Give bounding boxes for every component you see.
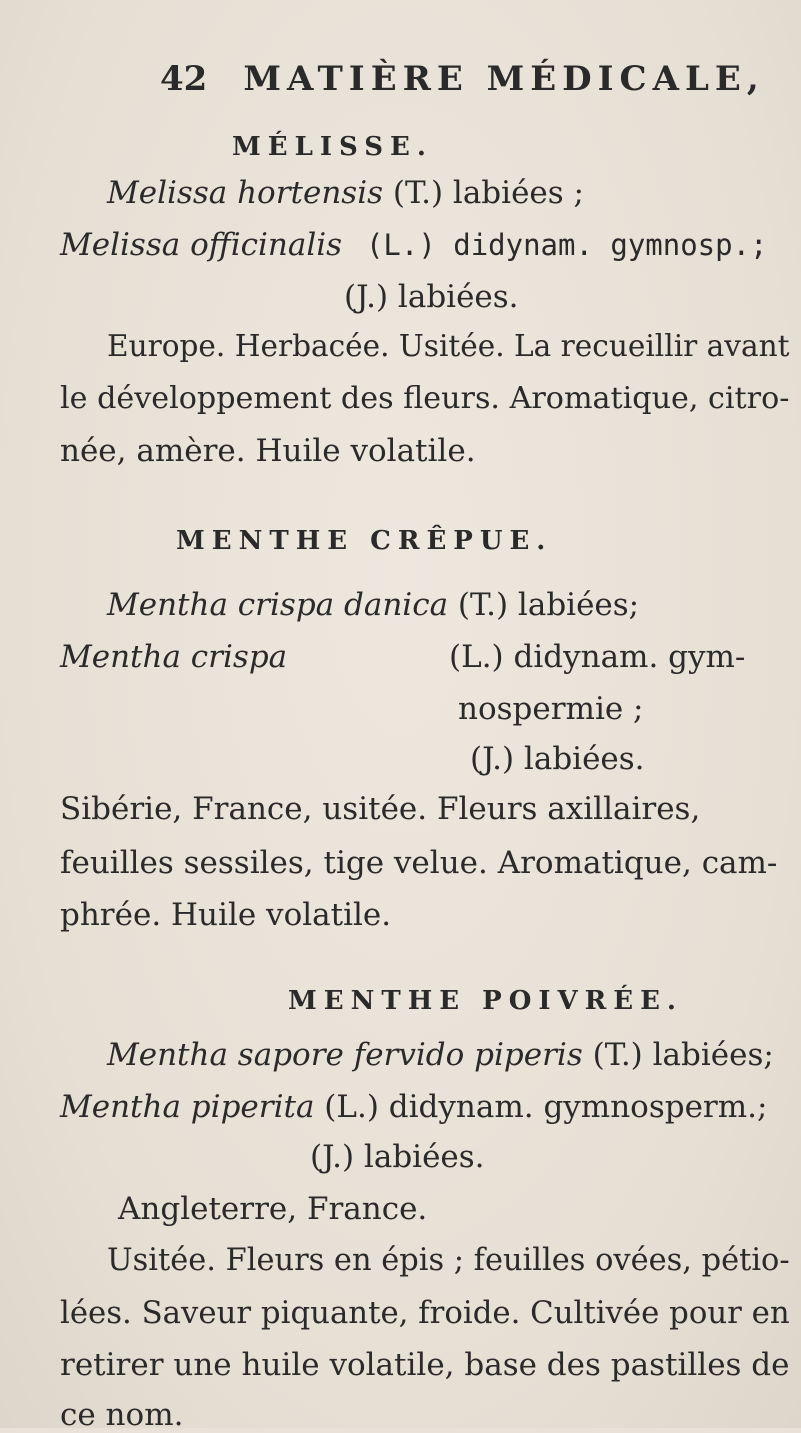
description-line: retirer une huile volatile, base des pastilles de <box>60 1347 790 1383</box>
latin-name: Melissa hortensis <box>107 175 384 211</box>
description-line: feuilles sessiles, tige velue. Aromatique, cam- <box>60 845 778 881</box>
description-line: Europe. Herbacée. Usitée. La recueillir avant <box>107 329 790 363</box>
description-line: Sibérie, France, usitée. Fleurs axillaires, <box>60 791 701 827</box>
synonym-line <box>107 175 584 211</box>
synonym-line <box>310 1139 485 1175</box>
description-line: phrée. Huile volatile. <box>60 897 392 933</box>
classification: (L.) didynam. gym- <box>449 639 746 675</box>
synonym-line <box>107 587 640 623</box>
description-line: Angleterre, France. <box>118 1191 428 1227</box>
running-title: MATIÈRE MÉDICALE, <box>243 59 765 99</box>
description-line: lées. Saveur piquante, froide. Cultivée pour en <box>60 1295 790 1331</box>
entry-heading-menthe-poivree: MENTHE POIVRÉE. <box>288 986 683 1016</box>
classification: (T.) labiées; <box>592 1037 774 1073</box>
description-line: née, amère. Huile volatile. <box>60 433 476 469</box>
description-line: le développement des fleurs. Aromatique, citro- <box>60 381 790 416</box>
synonym-line <box>107 1037 774 1073</box>
entry-heading-melisse: MÉLISSE. <box>232 132 433 162</box>
synonym-line <box>470 741 645 777</box>
synonym-line <box>60 227 768 263</box>
classification: (L.) didynam. gymnosperm.; <box>324 1089 768 1125</box>
classification: (L.) didynam. gymnosp.; <box>365 228 768 262</box>
synonym-line <box>60 1089 768 1125</box>
classification: nospermie ; <box>458 691 644 727</box>
synonym-line <box>344 279 519 315</box>
page-number: 42 <box>160 59 208 99</box>
classification: (J.) labiées. <box>344 279 519 315</box>
latin-name: Mentha crispa danica <box>107 587 449 623</box>
description-line: ce nom. <box>60 1397 184 1433</box>
description-line: Usitée. Fleurs en épis ; feuilles ovées, pétio- <box>107 1243 790 1278</box>
synonym-line <box>458 691 644 727</box>
synonym-line <box>60 639 746 675</box>
latin-name: Melissa officinalis <box>60 227 343 263</box>
classification: (J.) labiées. <box>310 1139 485 1175</box>
running-head <box>160 59 765 99</box>
latin-name: Mentha sapore fervido piperis <box>107 1037 583 1073</box>
classification: (J.) labiées. <box>470 741 645 777</box>
latin-name: Mentha piperita <box>60 1089 315 1125</box>
classification: (T.) labiées ; <box>392 175 584 211</box>
classification: (T.) labiées; <box>457 587 640 623</box>
entry-heading-menthe-crepue: MENTHE CRÊPUE. <box>176 526 553 556</box>
latin-name: Mentha crispa <box>60 639 288 675</box>
